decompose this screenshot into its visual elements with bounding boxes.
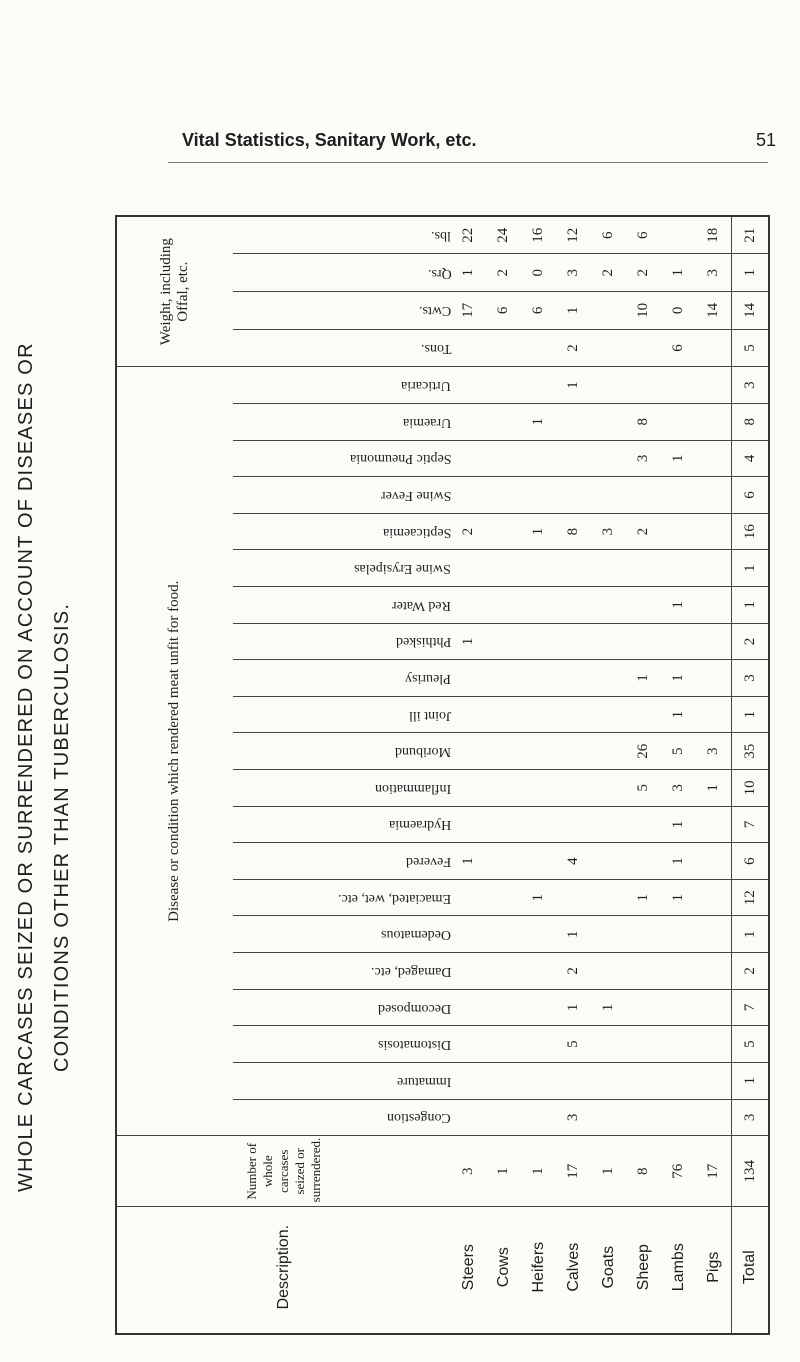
disease-col-header: Uraemia xyxy=(233,403,452,440)
table-cell xyxy=(556,440,591,477)
table-cell xyxy=(486,1062,521,1099)
table-cell: Calves xyxy=(556,1207,591,1334)
table-cell xyxy=(556,550,591,587)
disease-col-header: Oedematous xyxy=(233,916,452,953)
table-cell xyxy=(451,550,486,587)
table-cell xyxy=(591,403,626,440)
disease-col-header: Decomposed xyxy=(233,989,452,1026)
table-cell xyxy=(696,916,732,953)
table-cell xyxy=(556,733,591,770)
disease-col-header: Fevered xyxy=(233,843,452,880)
table-cell xyxy=(626,989,661,1026)
disease-col-header: Hydraemia xyxy=(233,806,452,843)
table-cell: 1 xyxy=(732,696,769,733)
table-cell: Cows xyxy=(486,1207,521,1334)
table-cell: Goats xyxy=(591,1207,626,1334)
table-cell xyxy=(521,623,556,660)
table-cell: 1 xyxy=(521,879,556,916)
table-cell xyxy=(591,843,626,880)
table-cell xyxy=(556,696,591,733)
table-cell xyxy=(486,513,521,550)
running-title: Vital Statistics, Sanitary Work, etc. xyxy=(182,130,477,150)
table-cell: 1 xyxy=(451,254,486,292)
table-cell: 17 xyxy=(696,1136,732,1207)
table-cell: 17 xyxy=(556,1136,591,1207)
table-cell xyxy=(661,550,696,587)
table-cell: 1 xyxy=(591,1136,626,1207)
table-cell xyxy=(591,770,626,807)
table-cell: 3 xyxy=(451,1136,486,1207)
table-cell xyxy=(486,843,521,880)
table-cell xyxy=(661,513,696,550)
caption-line-2: CONDITIONS OTHER THAN TUBERCULOSIS. xyxy=(51,602,73,1072)
description-header: Description. xyxy=(116,1207,451,1334)
table-cell xyxy=(486,806,521,843)
table-cell xyxy=(591,587,626,624)
table-cell xyxy=(626,550,661,587)
page-header xyxy=(160,130,800,160)
table-cell: 14 xyxy=(696,292,732,330)
table-cell xyxy=(661,989,696,1026)
table-cell: 2 xyxy=(626,254,661,292)
disease-col-header: Red Water xyxy=(233,587,452,624)
table-cell xyxy=(696,1099,732,1136)
table-cell xyxy=(521,477,556,514)
table-cell xyxy=(591,953,626,990)
table-cell: 2 xyxy=(626,513,661,550)
table-cell: 3 xyxy=(661,770,696,807)
table-cell xyxy=(521,329,556,367)
table-cell xyxy=(486,953,521,990)
table-cell xyxy=(626,623,661,660)
table-cell xyxy=(626,953,661,990)
table-cell: 8 xyxy=(626,1136,661,1207)
table-cell: 3 xyxy=(696,733,732,770)
table-row xyxy=(451,216,486,1334)
table-cell: 1 xyxy=(451,623,486,660)
table-cell xyxy=(696,843,732,880)
weight-col-header: Cwts. xyxy=(233,292,452,330)
table-cell xyxy=(591,329,626,367)
table-cell xyxy=(486,770,521,807)
table-cell xyxy=(486,1099,521,1136)
table-cell xyxy=(486,879,521,916)
table-cell xyxy=(661,623,696,660)
table-cell xyxy=(486,477,521,514)
table-cell: 1 xyxy=(591,989,626,1026)
table-cell xyxy=(486,733,521,770)
table-row xyxy=(556,216,591,1334)
table-cell xyxy=(591,623,626,660)
table-cell xyxy=(451,953,486,990)
table-cell xyxy=(591,916,626,953)
table-cell: 2 xyxy=(591,254,626,292)
table-cell xyxy=(696,989,732,1026)
table-cell: 6 xyxy=(521,292,556,330)
table-cell: 2 xyxy=(732,623,769,660)
table-cell: Heifers xyxy=(521,1207,556,1334)
table-cell: 6 xyxy=(661,329,696,367)
table-cell xyxy=(486,1026,521,1063)
table-cell xyxy=(451,477,486,514)
table-cell xyxy=(591,367,626,404)
disease-col-header: Moribund xyxy=(233,733,452,770)
table-cell xyxy=(521,660,556,697)
table-cell xyxy=(626,843,661,880)
table-cell xyxy=(451,587,486,624)
table-cell: 16 xyxy=(521,216,556,254)
disease-col-header: Pleurisy xyxy=(233,660,452,697)
table-cell xyxy=(451,440,486,477)
table-cell: 1 xyxy=(661,660,696,697)
table-cell xyxy=(626,696,661,733)
table-cell xyxy=(521,916,556,953)
table-cell xyxy=(521,1026,556,1063)
disease-col-header: Distomatosis xyxy=(233,1026,452,1063)
table-cell xyxy=(486,329,521,367)
table-cell xyxy=(486,916,521,953)
table-cell xyxy=(451,329,486,367)
table-cell: 12 xyxy=(556,216,591,254)
table-cell xyxy=(486,440,521,477)
table-cell: 2 xyxy=(486,254,521,292)
table-cell: 1 xyxy=(661,806,696,843)
table-cell xyxy=(626,367,661,404)
table-row xyxy=(661,216,696,1334)
table-cell: 6 xyxy=(486,292,521,330)
number-header: Number of whole carcases seized or surrendered. xyxy=(116,1136,451,1207)
table-cell: 4 xyxy=(556,843,591,880)
weight-group-header: Weight, including Offal, etc. xyxy=(116,216,233,367)
table-row xyxy=(626,216,661,1334)
table-cell: 1 xyxy=(661,587,696,624)
table-cell xyxy=(521,843,556,880)
table-cell: 1 xyxy=(696,770,732,807)
table-cell: 1 xyxy=(732,550,769,587)
weight-col-header: Qrs. xyxy=(233,254,452,292)
table-cell xyxy=(556,660,591,697)
table-cell xyxy=(626,587,661,624)
table-cell: 4 xyxy=(732,440,769,477)
table-cell: 5 xyxy=(732,1026,769,1063)
table-cell: 12 xyxy=(732,879,769,916)
table-cell: 3 xyxy=(696,254,732,292)
table-cell: Steers xyxy=(451,1207,486,1334)
table-cell xyxy=(521,550,556,587)
table-cell xyxy=(451,733,486,770)
table-row xyxy=(591,216,626,1334)
table-cell xyxy=(451,879,486,916)
table-cell xyxy=(521,440,556,477)
table-cell: 18 xyxy=(696,216,732,254)
table-row xyxy=(486,216,521,1334)
table-cell: 16 xyxy=(732,513,769,550)
total-row xyxy=(732,216,769,1334)
table-cell: 0 xyxy=(521,254,556,292)
table-cell xyxy=(486,550,521,587)
table-cell xyxy=(696,440,732,477)
table-cell xyxy=(626,1062,661,1099)
table-cell: Lambs xyxy=(661,1207,696,1334)
table-cell: 8 xyxy=(732,403,769,440)
table-cell xyxy=(591,696,626,733)
page-number: 51 xyxy=(756,130,777,150)
table-cell xyxy=(696,329,732,367)
table-cell xyxy=(696,587,732,624)
disease-col-header: Damaged, etc. xyxy=(233,953,452,990)
table-cell xyxy=(591,1099,626,1136)
table-cell xyxy=(696,623,732,660)
caption-line-1: WHOLE CARCASES SEIZED OR SURRENDERED ON ACCOUNT OF DISEASES OR xyxy=(15,342,37,1192)
table-cell xyxy=(661,403,696,440)
table-cell: 5 xyxy=(556,1026,591,1063)
disease-col-header: Swine Fever xyxy=(233,477,452,514)
table-cell xyxy=(486,660,521,697)
table-cell xyxy=(521,953,556,990)
disease-col-header: Congestion xyxy=(233,1099,452,1136)
table-cell: 8 xyxy=(556,513,591,550)
table-cell xyxy=(521,696,556,733)
table-cell xyxy=(626,1026,661,1063)
table-cell xyxy=(451,1099,486,1136)
table-cell xyxy=(486,989,521,1026)
table-cell xyxy=(696,403,732,440)
table-cell xyxy=(521,1099,556,1136)
table-cell: 2 xyxy=(556,953,591,990)
table-cell: 3 xyxy=(556,1099,591,1136)
table-cell: 1 xyxy=(732,1062,769,1099)
disease-col-header: Septicaemia xyxy=(233,513,452,550)
table-cell xyxy=(591,879,626,916)
table-cell xyxy=(521,587,556,624)
disease-col-header: Phthisked xyxy=(233,623,452,660)
table-row xyxy=(696,216,732,1334)
table-cell xyxy=(486,587,521,624)
table-cell xyxy=(556,1062,591,1099)
table-cell: 1 xyxy=(661,879,696,916)
disease-col-header: Septic Pneumonia xyxy=(233,440,452,477)
table-cell xyxy=(626,806,661,843)
table-cell: 2 xyxy=(556,329,591,367)
table-cell: 1 xyxy=(626,660,661,697)
table-cell xyxy=(591,1026,626,1063)
table-cell xyxy=(661,367,696,404)
table-cell: 1 xyxy=(451,843,486,880)
table-cell xyxy=(451,1062,486,1099)
table-cell: Total xyxy=(732,1207,769,1334)
table-cell: 1 xyxy=(556,989,591,1026)
header-rule xyxy=(168,162,768,163)
table-cell: 5 xyxy=(732,329,769,367)
table-cell: 1 xyxy=(661,696,696,733)
table-cell xyxy=(556,477,591,514)
table-cell xyxy=(451,770,486,807)
table-cell: 10 xyxy=(732,770,769,807)
table-cell xyxy=(626,329,661,367)
table-cell: 17 xyxy=(451,292,486,330)
table-cell: 2 xyxy=(451,513,486,550)
table-cell: 6 xyxy=(591,216,626,254)
weight-col-header: lbs. xyxy=(233,216,452,254)
table-cell xyxy=(521,770,556,807)
disease-col-header: Swine Erysipelas xyxy=(233,550,452,587)
table-cell xyxy=(556,587,591,624)
table-cell xyxy=(626,477,661,514)
table-cell: 35 xyxy=(732,733,769,770)
table-cell xyxy=(451,696,486,733)
table-cell xyxy=(591,660,626,697)
table-cell xyxy=(451,1026,486,1063)
table-cell xyxy=(696,879,732,916)
table-cell xyxy=(486,367,521,404)
table-cell: 1 xyxy=(556,292,591,330)
table-cell: 76 xyxy=(661,1136,696,1207)
table-cell: 6 xyxy=(626,216,661,254)
table-cell xyxy=(521,733,556,770)
disease-col-header: Immature xyxy=(233,1062,452,1099)
table-cell xyxy=(661,1099,696,1136)
table-cell: 3 xyxy=(591,513,626,550)
table-cell xyxy=(451,806,486,843)
table-cell: 3 xyxy=(732,1099,769,1136)
table-cell xyxy=(556,879,591,916)
table-cell xyxy=(696,1062,732,1099)
disease-col-header: Emaciated, wet, etc. xyxy=(233,879,452,916)
table-cell xyxy=(591,550,626,587)
table-cell: 0 xyxy=(661,292,696,330)
table-cell xyxy=(591,733,626,770)
table-cell xyxy=(591,292,626,330)
table-row xyxy=(521,216,556,1334)
table-cell xyxy=(556,770,591,807)
disease-col-header: Urticaria xyxy=(233,367,452,404)
table-cell xyxy=(696,953,732,990)
table-cell xyxy=(521,806,556,843)
table-cell xyxy=(521,989,556,1026)
table-cell xyxy=(556,623,591,660)
table-cell xyxy=(451,367,486,404)
table-cell xyxy=(521,367,556,404)
table-cell: 7 xyxy=(732,989,769,1026)
table-cell xyxy=(696,367,732,404)
disease-col-header: Inflammation xyxy=(233,770,452,807)
table-cell xyxy=(451,403,486,440)
table-cell: 3 xyxy=(556,254,591,292)
table-cell xyxy=(486,696,521,733)
table-cell: 3 xyxy=(626,440,661,477)
table-cell: 1 xyxy=(626,879,661,916)
table-cell: 6 xyxy=(732,843,769,880)
table-cell xyxy=(661,953,696,990)
table-cell xyxy=(591,477,626,514)
table-cell xyxy=(661,916,696,953)
weight-col-header: Tons. xyxy=(233,329,452,367)
table-cell: 8 xyxy=(626,403,661,440)
table-cell: 5 xyxy=(626,770,661,807)
table-cell: 1 xyxy=(486,1136,521,1207)
table-cell: 1 xyxy=(661,843,696,880)
table-cell xyxy=(451,660,486,697)
table-cell xyxy=(591,1062,626,1099)
table-cell xyxy=(591,806,626,843)
table-cell xyxy=(521,1062,556,1099)
table-cell: 1 xyxy=(732,587,769,624)
table-cell xyxy=(556,806,591,843)
table-cell: 3 xyxy=(732,660,769,697)
table-cell xyxy=(696,550,732,587)
table-cell: 21 xyxy=(732,216,769,254)
table-cell xyxy=(591,440,626,477)
table-cell: 1 xyxy=(521,403,556,440)
table-cell: 134 xyxy=(732,1136,769,1207)
table-cell xyxy=(661,1026,696,1063)
table-cell xyxy=(486,403,521,440)
disease-group-header: Disease or condition which rendered meat unfit for food. xyxy=(116,367,233,1136)
table-cell: 24 xyxy=(486,216,521,254)
table-cell xyxy=(696,696,732,733)
table-cell xyxy=(486,623,521,660)
table-cell: 1 xyxy=(556,367,591,404)
table-cell: 22 xyxy=(451,216,486,254)
table-cell xyxy=(661,1062,696,1099)
table-cell: 14 xyxy=(732,292,769,330)
table-cell: 1 xyxy=(661,254,696,292)
table-cell: Sheep xyxy=(626,1207,661,1334)
table-cell xyxy=(696,806,732,843)
table-cell xyxy=(626,916,661,953)
table-cell xyxy=(696,660,732,697)
table-cell xyxy=(661,477,696,514)
table-cell: 1 xyxy=(661,440,696,477)
table-cell: 1 xyxy=(556,916,591,953)
table-cell: 1 xyxy=(521,1136,556,1207)
table-cell: 5 xyxy=(661,733,696,770)
table-cell: 1 xyxy=(732,254,769,292)
table-cell: 7 xyxy=(732,806,769,843)
table-cell xyxy=(696,513,732,550)
table-cell: 10 xyxy=(626,292,661,330)
table-cell: 26 xyxy=(626,733,661,770)
table-cell: Pigs xyxy=(696,1207,732,1334)
table-cell: 3 xyxy=(732,367,769,404)
table-cell: 2 xyxy=(732,953,769,990)
table-cell xyxy=(696,1026,732,1063)
table-cell xyxy=(451,989,486,1026)
table-cell xyxy=(626,1099,661,1136)
table-cell: 1 xyxy=(732,916,769,953)
table-cell xyxy=(556,403,591,440)
table-cell: 1 xyxy=(521,513,556,550)
table-cell: 6 xyxy=(732,477,769,514)
table-cell xyxy=(696,477,732,514)
carcase-table xyxy=(115,215,770,1335)
table-cell xyxy=(451,916,486,953)
disease-col-header: Joint ill xyxy=(233,696,452,733)
